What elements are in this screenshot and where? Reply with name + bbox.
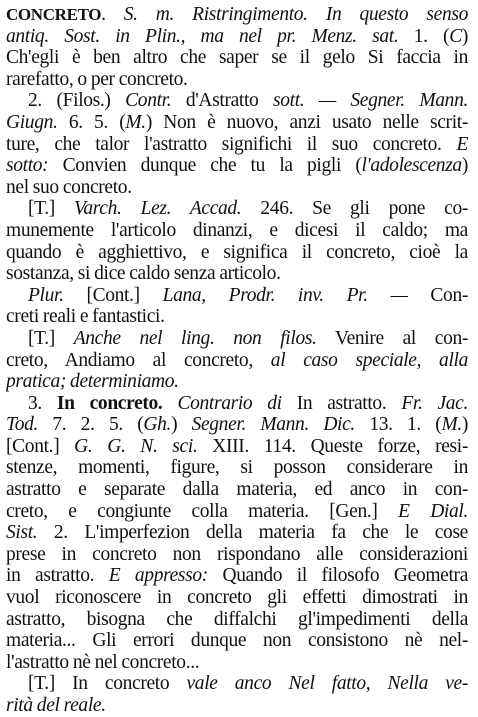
text-segment: Lana, Prodr. inv. Pr. — [162, 284, 408, 306]
text-line [6, 522, 468, 544]
text-line [6, 220, 468, 242]
text-segment: Con- [407, 284, 468, 306]
text-segment: ) [461, 414, 468, 436]
text-segment: 3. [28, 392, 57, 414]
text-line [6, 47, 468, 69]
text-line [6, 479, 468, 501]
headword: CONCRETO [6, 5, 102, 24]
text-segment: quando è agghiettivo, e significa il concreto, cioè la [6, 241, 468, 263]
text-segment: rità del reale. [6, 695, 106, 716]
text-segment: ture, che talor l'astratto significhi il suo concreto. [6, 133, 457, 155]
text-segment: Segner. Mann. Dic. [191, 414, 355, 436]
text-segment: [T.] [28, 198, 74, 220]
text-line [6, 565, 468, 587]
text-line [6, 630, 468, 652]
text-segment: ) [171, 414, 192, 436]
text-segment: M. [441, 414, 462, 436]
text-segment: l'adolescenza [361, 155, 462, 177]
text-line [6, 112, 468, 134]
text-segment: [T.] [28, 327, 74, 349]
text-line [6, 544, 468, 566]
text-segment: [T.] In concreto [28, 673, 187, 695]
text-line [6, 155, 468, 177]
text-segment: [Cont.] [63, 284, 163, 306]
text-line [6, 285, 468, 307]
text-segment: nel suo concreto. [6, 176, 132, 198]
text-segment: Gh. [143, 414, 172, 436]
text-line [6, 457, 468, 479]
text-segment: Giugn. [6, 111, 58, 133]
text-segment: 1. ( [398, 25, 450, 47]
text-line [6, 306, 468, 328]
text-segment: Ch'egli è ben altro che saper se il gelo Si faccia in [6, 47, 468, 69]
text-segment: S. m. Ristringimento. In questo senso [123, 4, 468, 25]
text-segment: al caso speciale, alla [270, 349, 468, 371]
text-segment: XIII. 114. Queste forze, resi- [197, 435, 468, 457]
text-segment: M. [125, 111, 146, 133]
text-segment: In astratto. [281, 392, 402, 414]
text-segment: Tod. [6, 414, 39, 436]
text-segment: sott. — Segner. Mann. [273, 90, 468, 112]
text-segment: 7. 2. 5. ( [38, 414, 144, 436]
text-segment: pratica; determiniamo. [6, 371, 179, 393]
text-line [6, 4, 468, 26]
text-segment: ) [461, 155, 468, 177]
text-line [6, 609, 468, 631]
text-segment: vuol riconoscere in concreto gli effetti dimostrati in [6, 587, 468, 609]
text-segment: sotto: [6, 155, 49, 177]
text-segment: vale anco Nel fatto, Nella ve- [186, 673, 468, 695]
text-segment: 2. L'imperfezion della materia fa che le cose [37, 522, 468, 544]
text-segment: E Dial. [398, 500, 468, 522]
text-line [6, 26, 468, 48]
text-line [6, 587, 468, 609]
text-line [6, 501, 468, 523]
text-segment: materia... Gli errori dunque non consistono nè nel- [6, 630, 468, 652]
text-segment: Venire al con- [316, 327, 468, 349]
text-segment: creto, e congiunte colla materia. [Gen.] [6, 500, 399, 522]
text-segment: munemente l'articolo dinanzi, e dicesi il caldo; ma [6, 219, 468, 241]
text-segment: 13. 1. ( [354, 414, 442, 436]
text-line [6, 134, 468, 156]
text-segment: ) Non è nuovo, anzi usato nelle scrit- [145, 111, 468, 133]
text-segment: Contrario di [177, 392, 282, 414]
text-segment: astratto, bisogna che diffalchi gl'impedimenti della [6, 608, 468, 630]
text-line [6, 69, 468, 91]
text-segment: creti reali e fantastici. [6, 306, 165, 328]
text-line [6, 673, 468, 695]
text-segment: [Cont.] [6, 435, 75, 457]
text-line [6, 652, 468, 674]
text-line [6, 393, 468, 415]
text-segment: Plur. [28, 284, 64, 306]
text-line [6, 414, 468, 436]
text-segment: stenze, momenti, figure, si posson considerare in [6, 457, 468, 479]
text-segment: In concreto. [56, 392, 163, 414]
text-segment: 246. Se gli pone co- [241, 198, 468, 220]
text-line [6, 263, 468, 285]
text-line [6, 90, 468, 112]
text-segment: Contr. [125, 90, 172, 112]
text-segment: Fr. Jac. [401, 392, 468, 414]
text-line [6, 242, 468, 264]
text-line [6, 198, 468, 220]
text-line [6, 436, 468, 458]
text-segment: Convien dunque che tu la pigli ( [48, 155, 362, 177]
text-segment: Sist. [6, 522, 38, 544]
text-segment: G. G. N. sci. [74, 435, 198, 457]
text-segment: 6. 5. ( [57, 111, 126, 133]
text-segment: rarefatto, o per concreto. [6, 68, 188, 90]
text-segment: E [456, 133, 468, 155]
text-segment: antiq. Sost. in Plin., ma nel pr. Menz. sat. [6, 25, 399, 47]
text-line [6, 177, 468, 199]
text-segment: Varch. Lez. Accad. [73, 198, 242, 220]
text-segment: creto, Andiamo al concreto, [6, 349, 271, 371]
text-line [6, 350, 468, 372]
text-segment: sostanza, si dice caldo senza articolo. [6, 263, 281, 285]
text-segment: prese in concreto non rispondano alle considerazioni [6, 543, 468, 565]
text-segment: 2. (Filos.) [28, 90, 126, 112]
text-segment: . [101, 4, 124, 25]
text-segment: C [449, 25, 462, 47]
text-segment: astratto e separate dalla materia, ed anco in con- [6, 479, 468, 501]
text-line [6, 371, 468, 393]
text-segment: E appresso: [108, 565, 208, 587]
text-segment: d'Astratto [171, 90, 273, 112]
text-segment: l'astratto nè nel concreto... [6, 651, 200, 673]
text-segment: ) [461, 25, 468, 47]
text-segment [162, 393, 177, 414]
text-segment: Anche nel ling. non filos. [73, 327, 317, 349]
text-segment: in astratto. [6, 565, 109, 587]
text-line [6, 328, 468, 350]
text-segment: Quando il filosofo Geometra [207, 565, 468, 587]
